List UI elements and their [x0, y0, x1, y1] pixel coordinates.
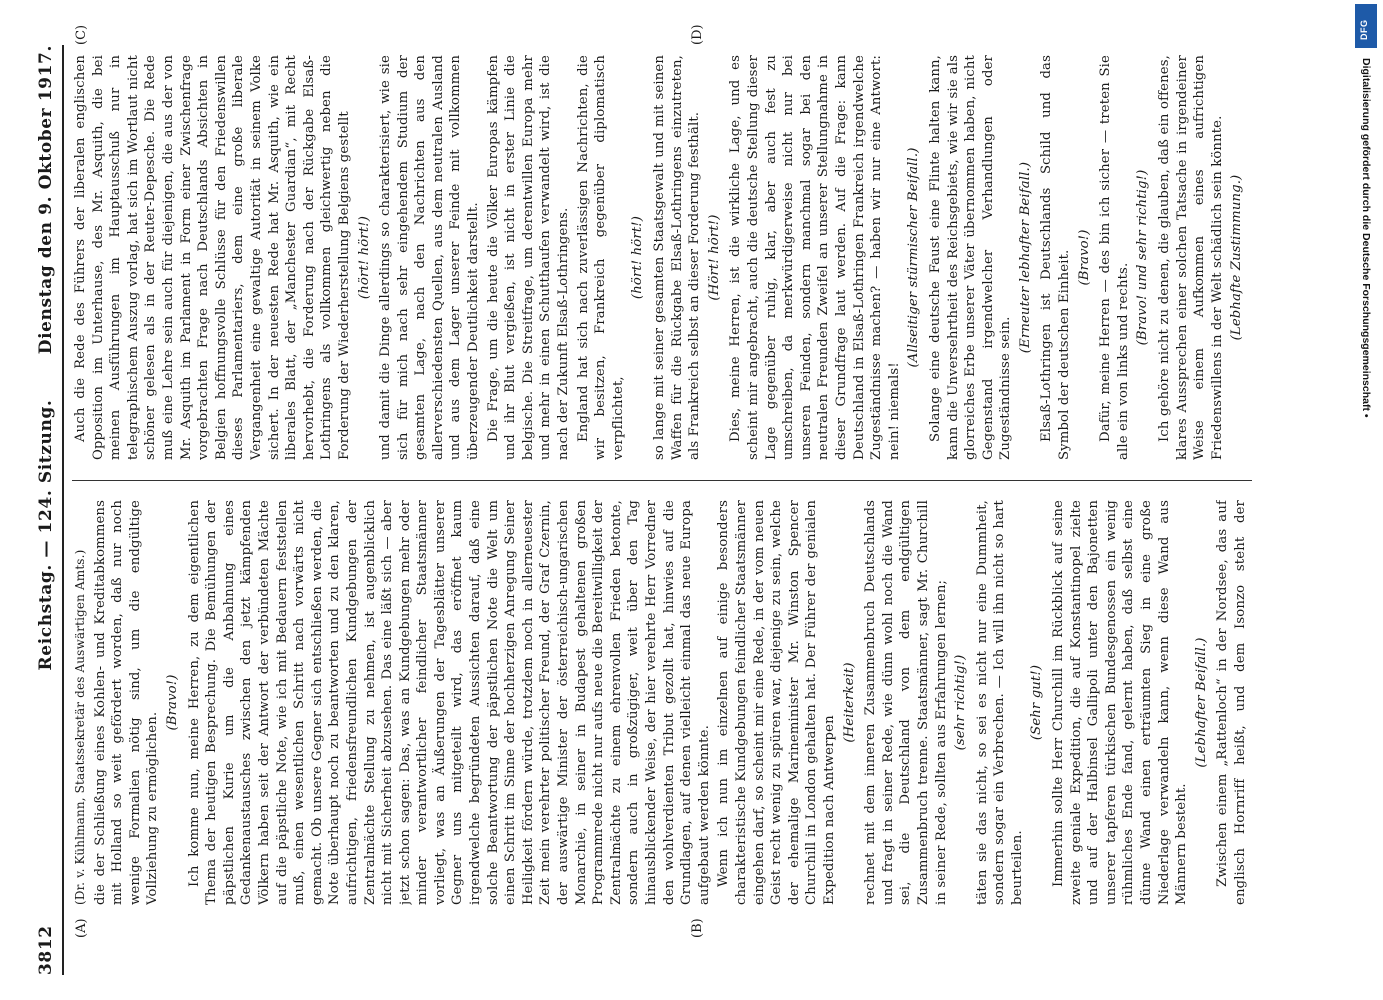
interjection: (Erneuter lebhafter Beifall.)	[1017, 161, 1033, 354]
margin-mark-a: (A)	[74, 918, 89, 938]
paragraph: Ich komme nun, meine Herren, zu dem eigentlichen Thema der heutigen Besprechung. Die Bemühungen der päpstlichen Kurie um die Anbahnung eines Gedankenaustausches zwischen den jetzt kämpfenden Völkern haben seit der Antwort der verbündeten Mächte auf die päpstliche Note, wie ich mit Bedauern feststellen muß, einen wesentlichen Schritt nach vorwärts nicht gemacht. Ob unsere Gegner sich entschließen werden, die Note überhaupt noch zu beantworten und zu den klaren, aufrichtigen, friedensfreundlichen Kundgebungen der Zentralmächte Stellung zu nehmen, ist augenblicklich nicht mit Sicherheit abzusehen. Das eine läßt sich — aber jetzt schon sagen: Das, was an Kundgebungen mehr oder minder verantwortlicher feindlicher Staatsmänner vorliegt, was an Äußerungen der Tagesblätter unserer Gegner uns mitgeteilt wird, das eröffnet kaum irgendwelche begründeten Aussichten darauf, daß eine solche Beantwortung der päpstlichen Note die Welt um einen Schritt im Sinne der hochherzigen Anregung Seiner Heiligkeit fördern würde, trotzdem noch in allerneuester Zeit mein verehrter politischer Freund, der Graf Czernin, der auswärtige Minister der österreichisch-ungarischen Monarchie, in seiner in Budapest gehaltenen großen Programmrede nicht nur aufs neue die Bereitwilligkeit der Zentralmächte zu einem ehrenvollen Frieden betonte, sondern auch in großzügiger, weit über den Tag hinausblickender Weise, der hier verehrte Herr Vorredner den wohlverdienten Tribut gezollt hat, hinwies auf die Grundlagen, auf denen vielleicht einmal das neue Europa aufgebaut werden könnte.	[186, 500, 712, 905]
page-number: 3812	[36, 925, 56, 975]
paragraph: die der Schließung eines Kohlen- und Kreditabkommens mit Holland so weit gefördert worden, daß nur noch wenige Formalien nötig sind, um die endgültige Vollziehung zu ermöglichen.	[92, 500, 161, 905]
paragraph	[1250, 55, 1252, 460]
margin-mark-c: (C)	[74, 24, 89, 45]
paragraph: und damit die Dinge allerdings so charakterisiert, wie sie sich für mich nach sehr eingehendem Studium der gesamten Lage, nach den Nachrichten aus den allerverschiedensten Quellen, aus dem neutralen Ausland und aus dem Lager unserer Feinde mit vollkommen überzeugender Deutlichkeit darstellt.	[378, 55, 482, 460]
running-title: Reichstag. — 124. Sitzung.	[36, 399, 56, 671]
column-divider	[72, 480, 1252, 481]
paragraph: täten sie das nicht, so sei es nicht nur eine Dummheit, sondern sogar ein Verbrechen. — Ich will ihn nicht so hart beurteilen.	[974, 500, 1025, 905]
header-rule	[62, 45, 64, 975]
interjection: (sehr richtig!)	[953, 654, 969, 751]
right-text-column	[72, 55, 1252, 460]
paragraph: Dafür, meine Herren — des bin ich sicher — treten Sie alle ein von links und rechts.	[1098, 55, 1131, 460]
paragraph: Zwischen einem „Rattenloch“ in der Nordsee, das auf englisch Hornriff heißt, und dem Isonzo steht der	[1215, 500, 1248, 905]
paragraph: England hat sich nach zuverlässigen Nachrichten, die wir besitzen, Frankreich gegenüber diplomatisch verpflichtet,	[575, 55, 626, 460]
speaker-note: (Dr. v. Kühlmann, Staatssekretär des Auswärtigen Amts.)	[73, 549, 87, 905]
paragraph: Die Frage, um die heute die Völker Europas kämpfen und ihr Blut vergießen, ist nicht in erster Linie die belgische. Die Streitfrage, um derentwillen Europa mehr und mehr in einen Schutthaufen verwandelt wird, ist die nach der Zukunft Elsaß-Lothringens.	[485, 55, 572, 460]
session-date: Dienstag den 9. Oktober 1917.	[36, 45, 56, 355]
dfg-logo-text: DFG	[1359, 19, 1369, 40]
page-header	[36, 45, 60, 975]
left-text-column	[72, 500, 1252, 905]
paragraph: Immerhin sollte Herr Churchill im Rückblick auf seine zweite geniale Expedition, die auf Konstantinopel zielte und auf der Halbinsel Gallipoli unter den Bajonetten unserer tapferen türkischen Bundesgenossen ein wenig rühmliches Ende fand, gelernt haben, daß selbst eine dünne Wand einen erträumten Sieg in eine große Niederlage verwandeln kann, wenn diese Wand aus Männern besteht.	[1051, 500, 1190, 905]
interjection: (Heiterkeit)	[841, 662, 857, 743]
paragraph: rechnet mit dem inneren Zusammenbruch Deutschlands und fragt in seiner Rede, wie dünn wohl noch die Wand sei, die Deutschland von dem endgültigen Zusammenbruch trenne. Staatsmänner, sagt Mr. Churchill in seiner Rede, sollten aus Erfahrungen lernen;	[863, 500, 949, 905]
paragraph: Elsaß-Lothringen ist Deutschlands Schild und das Symbol der deutschen Einheit.	[1039, 55, 1073, 460]
paragraph: Ich gehöre nicht zu denen, die glauben, daß ein offenes, klares Aussprechen einer solchen Tatsache in irgendeiner Weise einem Aufkommen eines aufrichtigen Friedenswillens in der Welt schädlich sein könnte.	[1157, 55, 1225, 460]
credit-text: Digitalisierung gefördert durch die Deutsche Forschungsgemeinschaft •	[1360, 58, 1372, 418]
digitization-credit	[1355, 8, 1377, 768]
paragraph: Auch die Rede des Führers der liberalen englischen Opposition im Unterhause, des Mr. Asquith, die bei meinen Ausführungen im Hauptausschuß nur in telegraphischem Auszug vorlag, hat sich im Wortlaut nicht schöner gelesen als in der Reuter-Depesche. Die Rede muß eine Lehre sein auch für diejenigen, die aus der von Mr. Asquith im Parlament in Form einer Zwischenfrage vorgebrachten Frage nach Deutschlands Absichten in Belgien hoffnungsvolle Schlüsse für den Friedenswillen dieses Parlamentariers, dem eine große liberale Vergangenheit eine gewaltige Autorität in seinem Volke sichert. In der neuesten Rede hat Mr. Asquith, wie ein liberales Blatt, der „Manchester Guardian“, mit Recht hervorhebt, die Forderung nach der Rückgabe Elsaß-Lothringens als vollkommen gleichwertig neben die Forderung der Wiederherstellung Belgiens gestellt	[73, 55, 352, 460]
interjection: (Sehr gut!)	[1029, 664, 1045, 741]
interjection: (Lebhafter Beifall.)	[1193, 637, 1209, 768]
paragraph: Dies, meine Herren, ist die wirkliche Lage, und es scheint mir angebracht, auch die deutsche Stellung dieser Lage gegenüber ruhig, klar, aber auch fest zu umschreiben, da merkwürdigerweise nicht nur bei unseren Feinden, sondern manchmal sogar bei den neutralen Freunden Zweifel an unserer Stellungnahme in dieser Grundfrage laut werden. Auf die Frage: kann Deutschland in Elsaß-Lothringen Frankreich irgendwelche Zugeständnisse machen? — haben wir nur eine Antwort: nein! niemals!	[728, 55, 902, 460]
interjection: (Hört! hört!)	[706, 214, 722, 301]
interjection: (Allseitiger stürmischer Beifall.)	[906, 147, 922, 368]
paragraph: Wenn ich nun im einzelnen auf einige besonders charakteristische Kundgebungen feindlicher Staatsmänner eingehen darf, so scheint mir eine Rede, in der vom neuen Geist recht wenig zu spüren war, diejenige zu sein, welche der ehemalige Marineminister Mr. Winston Spencer Churchill in London gehalten hat. Der Führer der genialen Expedition nach Antwerpen	[716, 500, 837, 905]
margin-mark-b: (B)	[690, 918, 705, 938]
interjection: (Bravo! und sehr richtig!)	[1135, 169, 1151, 346]
paragraph: so lange mit seiner gesamten Staatsgewalt und mit seinen Waffen für die Rückgabe Elsaß-Lothringens einzutreten, als Frankreich selbst an dieser Forderung festhält.	[652, 55, 703, 460]
paragraph: Solange eine deutsche Faust eine Flinte halten kann, kann die Unversehrtheit des Reichsgebiets, wie wir sie als glorreiches Erbe unserer Väter übernommen haben, nicht Gegenstand irgendwelcher Verhandlungen oder Zugeständnisse sein.	[927, 55, 1014, 460]
interjection: (Bravo!)	[1076, 229, 1092, 286]
interjection: (Bravo!)	[164, 674, 180, 731]
interjection: (Lebhafte Zustimmung.)	[1229, 174, 1245, 341]
interjection: (hört! hört!)	[356, 215, 372, 300]
interjection: (hört! hört!)	[630, 215, 646, 300]
margin-mark-d: (D)	[690, 24, 705, 45]
